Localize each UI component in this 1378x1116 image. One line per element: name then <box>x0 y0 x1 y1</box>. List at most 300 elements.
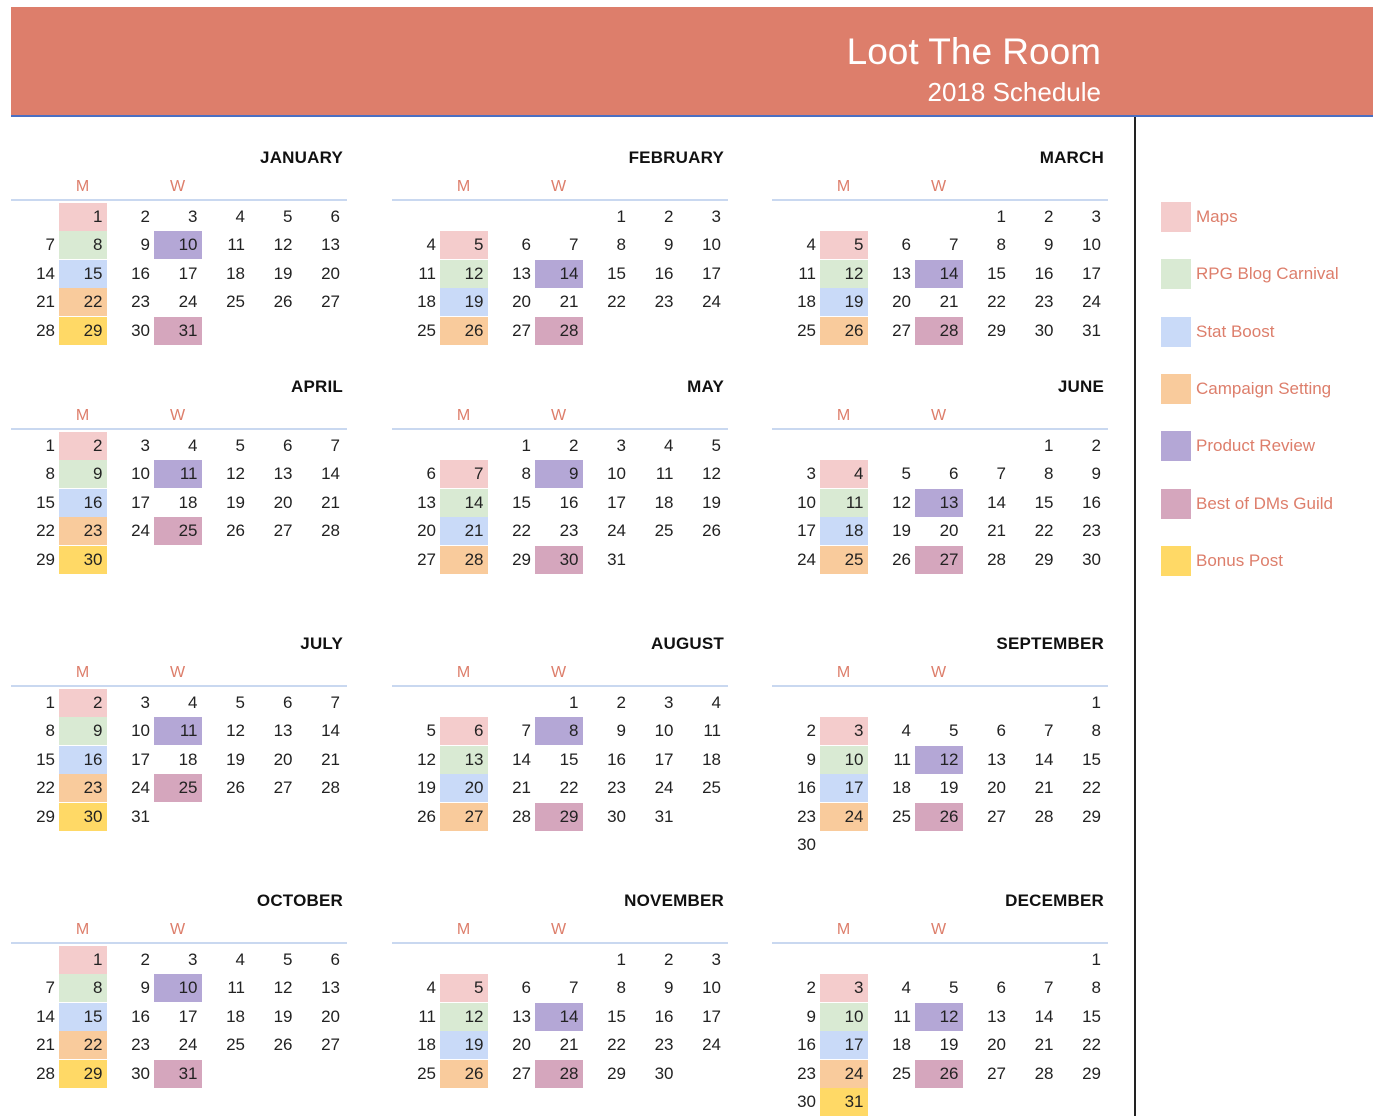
day-cell: 21 <box>321 749 340 769</box>
month-september <box>772 634 1108 864</box>
wednesday-header: W <box>169 921 186 938</box>
day-cell: 18 <box>178 749 198 769</box>
day-cell: 6 <box>440 717 488 745</box>
monday-header: M <box>75 407 90 424</box>
day-cell: 25 <box>892 806 911 826</box>
day-cell: 26 <box>440 1060 488 1088</box>
monday-header: M <box>836 407 851 424</box>
day-cell: 10 <box>797 492 816 512</box>
day-cell: 14 <box>915 260 963 288</box>
legend-swatch <box>1161 317 1191 347</box>
day-cell: 12 <box>273 235 293 255</box>
day-cell: 5 <box>235 436 245 455</box>
day-cell: 30 <box>654 1063 674 1083</box>
day-cell: 31 <box>820 1088 868 1116</box>
day-cell: 5 <box>711 436 721 455</box>
day-cell: 21 <box>321 492 340 512</box>
day-cell: 2 <box>1044 207 1054 226</box>
day-cell: 29 <box>59 1060 107 1088</box>
month-october <box>11 891 347 1116</box>
day-cell: 25 <box>654 521 674 541</box>
day-cell: 22 <box>607 1035 626 1055</box>
day-cell: 29 <box>607 1063 626 1083</box>
day-cell: 29 <box>36 806 55 826</box>
day-cell: 20 <box>321 263 340 283</box>
header-underline <box>392 685 728 687</box>
day-cell: 23 <box>654 292 674 312</box>
monday-header: M <box>456 178 471 195</box>
day-cell: 9 <box>806 749 816 769</box>
day-cell: 8 <box>59 231 107 259</box>
day-cell: 22 <box>1082 778 1101 798</box>
day-cell: 11 <box>893 1006 911 1026</box>
day-cell: 22 <box>987 292 1006 312</box>
month-august <box>392 634 728 864</box>
header-underline <box>11 428 347 430</box>
day-cell: 20 <box>417 521 436 541</box>
day-cell: 15 <box>987 263 1006 283</box>
day-cell: 3 <box>188 950 198 969</box>
day-cell: 10 <box>154 974 202 1002</box>
header-underline <box>392 428 728 430</box>
legend-label: Campaign Setting <box>1196 378 1332 398</box>
day-cell: 9 <box>664 235 674 255</box>
day-cell: 31 <box>607 549 626 569</box>
wednesday-header: W <box>169 664 186 681</box>
day-cell: 21 <box>512 778 531 798</box>
day-cell: 29 <box>59 317 107 345</box>
month-name: FEBRUARY <box>628 148 724 167</box>
day-cell: 4 <box>235 950 245 969</box>
day-cell: 15 <box>607 1006 626 1026</box>
day-cell: 23 <box>1082 521 1101 541</box>
day-cell: 28 <box>36 320 55 340</box>
day-cell: 25 <box>797 320 816 340</box>
day-cell: 19 <box>820 288 868 316</box>
day-cell: 21 <box>440 517 488 545</box>
day-cell: 25 <box>226 1035 245 1055</box>
header-underline <box>11 942 347 944</box>
day-cell: 31 <box>1082 320 1101 340</box>
day-cell: 20 <box>273 749 293 769</box>
day-cell: 20 <box>939 521 959 541</box>
day-cell: 12 <box>226 721 245 741</box>
day-cell: 5 <box>440 974 488 1002</box>
day-cell: 1 <box>616 207 626 226</box>
day-cell: 3 <box>806 464 816 484</box>
day-cell: 25 <box>154 774 202 802</box>
day-cell: 13 <box>915 489 963 517</box>
wednesday-header: W <box>550 664 567 681</box>
day-cell: 16 <box>131 1006 150 1026</box>
month-december <box>772 891 1108 1116</box>
monday-header: M <box>456 921 471 938</box>
day-cell: 9 <box>140 978 150 998</box>
day-cell: 22 <box>607 292 626 312</box>
day-cell: 9 <box>535 460 583 488</box>
day-cell: 11 <box>655 464 674 484</box>
day-cell: 9 <box>616 721 626 741</box>
day-cell: 8 <box>996 235 1006 255</box>
month-name: DECEMBER <box>1005 891 1104 910</box>
wednesday-header: W <box>930 664 947 681</box>
day-cell: 8 <box>45 721 55 741</box>
monday-header: M <box>75 664 90 681</box>
day-cell: 30 <box>1082 549 1101 569</box>
legend-label: Maps <box>1196 207 1238 226</box>
day-cell: 1 <box>59 203 107 231</box>
day-cell: 24 <box>820 1060 868 1088</box>
day-cell: 13 <box>321 235 340 255</box>
day-cell: 17 <box>1082 263 1101 283</box>
day-cell: 6 <box>330 950 340 969</box>
month-november <box>392 891 728 1116</box>
day-cell: 29 <box>1082 806 1101 826</box>
day-cell: 28 <box>1034 806 1054 826</box>
day-cell: 11 <box>227 978 245 998</box>
day-cell: 24 <box>131 521 150 541</box>
day-cell: 20 <box>987 778 1006 798</box>
day-cell: 23 <box>797 806 816 826</box>
day-cell: 8 <box>535 717 583 745</box>
day-cell: 14 <box>535 260 583 288</box>
day-cell: 17 <box>607 492 626 512</box>
day-cell: 3 <box>711 950 721 969</box>
day-cell: 1 <box>1044 436 1054 455</box>
month-july <box>11 634 347 864</box>
day-cell: 7 <box>949 235 959 255</box>
day-cell: 28 <box>535 1060 583 1088</box>
day-cell: 23 <box>1034 292 1054 312</box>
day-cell: 5 <box>283 207 293 226</box>
day-cell: 19 <box>892 521 911 541</box>
day-cell: 15 <box>1082 749 1101 769</box>
day-cell: 22 <box>36 778 55 798</box>
wednesday-header: W <box>930 921 947 938</box>
day-cell: 17 <box>178 263 198 283</box>
day-cell: 6 <box>521 978 531 998</box>
day-cell: 21 <box>559 292 579 312</box>
day-cell: 14 <box>1034 1006 1054 1026</box>
day-cell: 12 <box>702 464 721 484</box>
day-cell: 24 <box>654 778 674 798</box>
header-underline <box>11 199 347 201</box>
day-cell: 16 <box>1082 492 1101 512</box>
day-cell: 19 <box>440 288 488 316</box>
day-cell: 5 <box>949 721 959 741</box>
day-cell: 15 <box>512 492 531 512</box>
day-cell: 6 <box>283 436 293 455</box>
day-cell: 26 <box>892 549 911 569</box>
monday-header: M <box>75 178 90 195</box>
month-june <box>772 377 1108 607</box>
day-cell: 30 <box>59 546 107 574</box>
day-cell: 21 <box>939 292 959 312</box>
day-cell: 11 <box>893 749 911 769</box>
day-cell: 15 <box>59 1003 107 1031</box>
day-cell: 7 <box>569 978 579 998</box>
day-cell: 16 <box>797 778 816 798</box>
day-cell: 27 <box>321 292 340 312</box>
day-cell: 28 <box>36 1063 55 1083</box>
day-cell: 19 <box>226 492 245 512</box>
day-cell: 15 <box>36 492 55 512</box>
day-cell: 7 <box>521 721 531 741</box>
day-cell: 16 <box>131 263 150 283</box>
day-cell: 27 <box>987 1063 1006 1083</box>
day-cell: 3 <box>140 436 150 455</box>
day-cell: 22 <box>559 778 579 798</box>
day-cell: 26 <box>915 1060 963 1088</box>
day-cell: 10 <box>607 464 626 484</box>
day-cell: 14 <box>1034 749 1054 769</box>
day-cell: 15 <box>559 749 579 769</box>
day-cell: 25 <box>417 1063 436 1083</box>
day-cell: 17 <box>178 1006 198 1026</box>
day-cell: 1 <box>616 950 626 969</box>
day-cell: 17 <box>131 749 150 769</box>
day-cell: 28 <box>321 521 340 541</box>
month-name: NOVEMBER <box>624 891 724 910</box>
day-cell: 18 <box>892 1035 911 1055</box>
day-cell: 5 <box>440 231 488 259</box>
day-cell: 2 <box>569 436 579 455</box>
divider-line <box>1134 117 1136 1116</box>
day-cell: 12 <box>440 260 488 288</box>
day-cell: 17 <box>797 521 816 541</box>
day-cell: 18 <box>654 492 674 512</box>
day-cell: 19 <box>273 263 293 283</box>
day-cell: 12 <box>273 978 293 998</box>
month-february <box>392 148 728 378</box>
day-cell: 4 <box>901 978 911 998</box>
day-cell: 18 <box>820 517 868 545</box>
day-cell: 27 <box>273 521 293 541</box>
legend-swatch <box>1161 431 1191 461</box>
day-cell: 9 <box>59 717 107 745</box>
header-underline <box>772 942 1108 944</box>
day-cell: 12 <box>892 492 911 512</box>
day-cell: 8 <box>45 464 55 484</box>
day-cell: 8 <box>521 464 531 484</box>
wednesday-header: W <box>550 407 567 424</box>
day-cell: 17 <box>702 1006 721 1026</box>
day-cell: 2 <box>59 432 107 460</box>
day-cell: 4 <box>188 436 198 455</box>
day-cell: 11 <box>418 263 436 283</box>
day-cell: 18 <box>892 778 911 798</box>
day-cell: 1 <box>521 436 531 455</box>
day-cell: 11 <box>418 1006 436 1026</box>
day-cell: 30 <box>797 835 816 854</box>
day-cell: 20 <box>512 1035 531 1055</box>
day-cell: 4 <box>426 235 436 255</box>
day-cell: 7 <box>1044 978 1054 998</box>
day-cell: 11 <box>227 235 245 255</box>
day-cell: 8 <box>59 974 107 1002</box>
day-cell: 24 <box>797 549 816 569</box>
day-cell: 18 <box>178 492 198 512</box>
legend-label: Stat Boost <box>1196 321 1275 341</box>
header-underline <box>11 685 347 687</box>
day-cell: 10 <box>702 978 721 998</box>
day-cell: 28 <box>512 806 531 826</box>
day-cell: 5 <box>283 950 293 969</box>
day-cell: 19 <box>702 492 721 512</box>
day-cell: 28 <box>440 546 488 574</box>
day-cell: 13 <box>321 978 340 998</box>
day-cell: 12 <box>226 464 245 484</box>
day-cell: 24 <box>607 521 626 541</box>
day-cell: 2 <box>664 950 674 969</box>
day-cell: 7 <box>569 235 579 255</box>
day-cell: 24 <box>702 292 721 312</box>
day-cell: 2 <box>1091 436 1101 455</box>
day-cell: 13 <box>987 1006 1006 1026</box>
day-cell: 12 <box>417 749 436 769</box>
day-cell: 4 <box>901 721 911 741</box>
day-cell: 12 <box>440 1003 488 1031</box>
day-cell: 10 <box>702 235 721 255</box>
day-cell: 11 <box>703 721 721 741</box>
day-cell: 14 <box>321 464 340 484</box>
day-cell: 5 <box>426 721 436 741</box>
day-cell: 1 <box>45 436 55 455</box>
day-cell: 7 <box>45 978 55 998</box>
day-cell: 23 <box>59 517 107 545</box>
day-cell: 20 <box>987 1035 1006 1055</box>
day-cell: 9 <box>59 460 107 488</box>
day-cell: 10 <box>820 1003 868 1031</box>
day-cell: 7 <box>330 693 340 712</box>
day-cell: 1 <box>59 946 107 974</box>
day-cell: 23 <box>131 292 150 312</box>
day-cell: 31 <box>154 1060 202 1088</box>
day-cell: 28 <box>1034 1063 1054 1083</box>
day-cell: 6 <box>521 235 531 255</box>
day-cell: 10 <box>820 746 868 774</box>
day-cell: 8 <box>616 978 626 998</box>
header-underline <box>392 199 728 201</box>
day-cell: 27 <box>512 1063 531 1083</box>
day-cell: 10 <box>1082 235 1101 255</box>
day-cell: 26 <box>702 521 721 541</box>
day-cell: 12 <box>915 746 963 774</box>
monday-header: M <box>836 664 851 681</box>
day-cell: 7 <box>996 464 1006 484</box>
day-cell: 30 <box>131 320 150 340</box>
day-cell: 4 <box>820 460 868 488</box>
monday-header: M <box>456 664 471 681</box>
day-cell: 14 <box>535 1003 583 1031</box>
day-cell: 17 <box>131 492 150 512</box>
day-cell: 7 <box>1044 721 1054 741</box>
day-cell: 2 <box>616 693 626 712</box>
day-cell: 26 <box>273 1035 293 1055</box>
day-cell: 11 <box>798 263 816 283</box>
day-cell: 23 <box>559 521 579 541</box>
day-cell: 27 <box>915 546 963 574</box>
day-cell: 5 <box>820 231 868 259</box>
day-cell: 28 <box>987 549 1006 569</box>
day-cell: 27 <box>321 1035 340 1055</box>
day-cell: 3 <box>140 693 150 712</box>
day-cell: 23 <box>131 1035 150 1055</box>
day-cell: 29 <box>1034 549 1054 569</box>
header-underline <box>772 199 1108 201</box>
header-underline <box>392 942 728 944</box>
day-cell: 17 <box>820 774 868 802</box>
day-cell: 13 <box>273 721 293 741</box>
day-cell: 10 <box>131 464 150 484</box>
monday-header: M <box>836 178 851 195</box>
month-april <box>11 377 347 607</box>
month-name: JUNE <box>1057 377 1104 396</box>
day-cell: 22 <box>36 521 55 541</box>
day-cell: 19 <box>939 778 959 798</box>
day-cell: 18 <box>797 292 816 312</box>
day-cell: 22 <box>59 1031 107 1059</box>
day-cell: 30 <box>59 803 107 831</box>
day-cell: 24 <box>1082 292 1101 312</box>
day-cell: 30 <box>797 1092 816 1111</box>
day-cell: 21 <box>36 1035 55 1055</box>
day-cell: 27 <box>512 320 531 340</box>
day-cell: 30 <box>131 1063 150 1083</box>
day-cell: 24 <box>702 1035 721 1055</box>
day-cell: 19 <box>226 749 245 769</box>
day-cell: 10 <box>654 721 674 741</box>
day-cell: 18 <box>226 1006 245 1026</box>
month-march <box>772 148 1108 378</box>
month-name: SEPTEMBER <box>996 634 1104 653</box>
day-cell: 5 <box>949 978 959 998</box>
day-cell: 27 <box>417 549 436 569</box>
day-cell: 15 <box>36 749 55 769</box>
day-cell: 19 <box>417 778 436 798</box>
monday-header: M <box>75 921 90 938</box>
day-cell: 6 <box>330 207 340 226</box>
day-cell: 14 <box>512 749 531 769</box>
month-name: AUGUST <box>651 634 724 653</box>
day-cell: 9 <box>806 1006 816 1026</box>
day-cell: 8 <box>616 235 626 255</box>
day-cell: 3 <box>616 436 626 455</box>
day-cell: 20 <box>321 1006 340 1026</box>
day-cell: 27 <box>273 778 293 798</box>
day-cell: 27 <box>440 803 488 831</box>
day-cell: 26 <box>820 317 868 345</box>
day-cell: 17 <box>702 263 721 283</box>
page-subtitle: 2018 Schedule <box>927 77 1101 107</box>
day-cell: 23 <box>797 1063 816 1083</box>
day-cell: 25 <box>417 320 436 340</box>
day-cell: 3 <box>664 693 674 712</box>
day-cell: 16 <box>559 492 579 512</box>
day-cell: 26 <box>273 292 293 312</box>
day-cell: 22 <box>1082 1035 1101 1055</box>
day-cell: 29 <box>36 549 55 569</box>
legend-label: Product Review <box>1196 436 1316 456</box>
day-cell: 8 <box>1091 721 1101 741</box>
month-name: APRIL <box>291 377 343 396</box>
day-cell: 2 <box>140 207 150 226</box>
wednesday-header: W <box>169 407 186 424</box>
header-underline <box>772 428 1108 430</box>
day-cell: 22 <box>1034 521 1054 541</box>
day-cell: 29 <box>1082 1063 1101 1083</box>
wednesday-header: W <box>550 921 567 938</box>
